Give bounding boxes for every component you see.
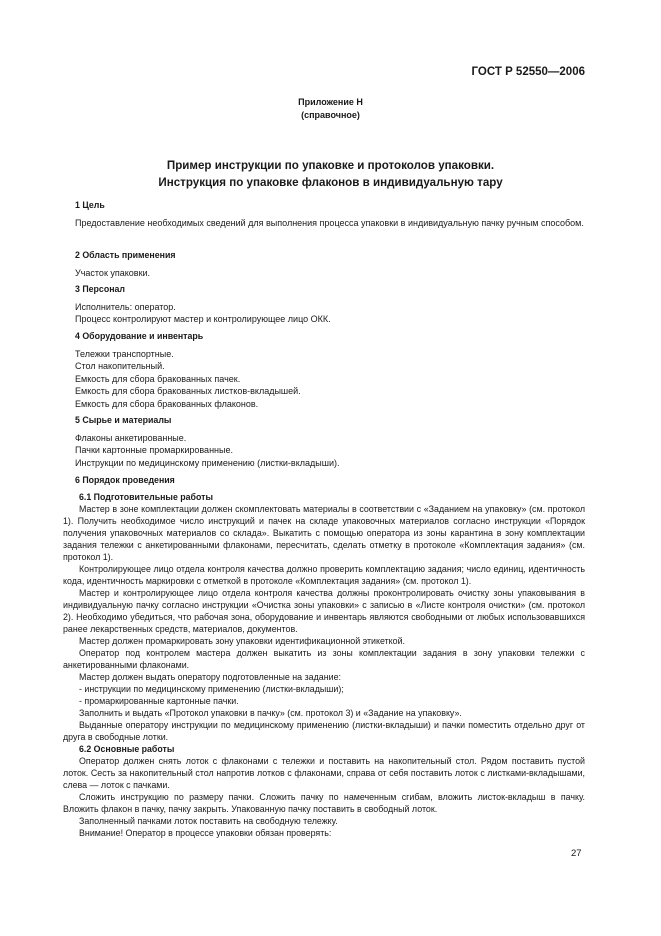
subsection-heading: 6.2 Основные работы — [79, 744, 175, 754]
title-line-1: Пример инструкции по упаковке и протоколов упаковки. — [166, 159, 495, 172]
section-3 — [63, 283, 585, 326]
paragraph: Оператор под контролем мастера должен выкатить из зоны комплектации задания в зону упаковки тележки с анкетированными флаконами. — [63, 648, 585, 670]
section-heading: 4 Оборудование и инвентарь — [75, 331, 204, 341]
standard-number: ГОСТ Р 52550—2006 — [471, 66, 585, 78]
section-heading: 1 Цель — [75, 200, 105, 210]
list-item: Емкость для сбора бракованных флаконов. — [75, 398, 259, 409]
annex-header — [0, 96, 661, 122]
paragraph: Мастер должен выдать оператору подготовленные на задание: — [79, 672, 341, 682]
page-number: 27 — [571, 848, 582, 859]
paragraph: Оператор должен снять лоток с флаконами с тележки и поставить на накопительный стол. Рядом поставить пустой лоток. Сесть за накопительный стол напротив лотков с флаконами, справа от себя поставить лоток с листками-вкладышами, слева — лоток с пачками. — [63, 756, 585, 790]
paragraph: Мастер и контролирующее лицо отдела контроля качества должны проконтролировать очистку зоны упаковывания в индивидуальную пачку согласно инструкции «Очистка зоны упаковки» с записью в «Листе контроля очистки» (см. протокол 2). Необходимо убедиться, что рабочая зона, оборудование и инвентарь являются свободными от любых использовавшихся ранее лекарственных средств, материалов, документов. — [63, 588, 585, 634]
document-title — [0, 157, 661, 191]
section-2 — [63, 249, 585, 279]
paragraph: Заполнить и выдать «Протокол упаковки в пачку» (см. протокол 3) и «Задание на упаковку». — [79, 708, 462, 718]
section-heading: 6 Порядок проведения — [75, 475, 175, 485]
section-4 — [63, 330, 585, 410]
section-heading: 5 Сырье и материалы — [75, 415, 172, 425]
title-line-2: Инструкция по упаковке флаконов в индивидуальную тару — [158, 176, 503, 189]
paragraph: Контролирующее лицо отдела контроля качества должно проверить комплектацию задания; число единиц, идентичность кода, идентичность маркировки с отметкой в протоколе «Комплектация задания» (см. протокол 1). — [63, 564, 585, 586]
paragraph: Исполнитель: оператор. — [75, 301, 176, 312]
list-item: Тележки транспортные. — [75, 348, 174, 359]
list-item: Инструкции по медицинскому применению (листки-вкладыши). — [75, 457, 340, 468]
list-item: Пачки картонные промаркированные. — [75, 445, 233, 455]
paragraph: Мастер должен промаркировать зону упаковки идентификационной этикеткой. — [79, 636, 405, 646]
section-heading: 2 Область применения — [75, 250, 176, 260]
paragraph: Процесс контролируют мастер и контролирующее лицо ОКК. — [75, 314, 331, 324]
paragraph: Выданные оператору инструкции по медицинскому применению (листки-вкладыши) и пачки поместить отдельно друг от друга в свободные лотки. — [63, 720, 585, 742]
paragraph: Предоставление необходимых сведений для выполнения процесса упаковки в индивидуальную пачку ручным способом. — [75, 217, 584, 228]
subsection-heading: 6.1 Подготовительные работы — [79, 492, 213, 502]
section-6-heading — [63, 474, 585, 487]
annex-note: (справочное) — [301, 110, 360, 120]
section-6-body — [63, 491, 585, 839]
section-5 — [63, 414, 585, 469]
paragraph: Сложить инструкцию по размеру пачки. Сложить пачку по намеченным сгибам, вложить листок-вкладыш в пачку. Вложить флакон в пачку, пачку закрыть. Упакованную пачку поставить в свободный лоток. — [63, 792, 585, 814]
paragraph: Мастер в зоне комплектации должен скомплектовать материалы в соответствии с «Заданием на упаковку» (см. протокол 1). Получить необходимое число инструкций и пачек на складе упаковочных материалов согласно инструкции «Порядок получения упаковочных материалов со склада». Выкатить с помощью оператора из зоны карантина в зону комплектации задания тележки с анкетированными флаконами, пересчитать, сделать отметку в протоколе «Комплектация задания» (см. протокол 1). — [63, 504, 585, 562]
list-item: - инструкции по медицинскому применению (листки-вкладыши); — [79, 684, 344, 694]
list-item: Флаконы анкетированные. — [75, 432, 187, 443]
list-item: Емкость для сбора бракованных пачек. — [75, 373, 241, 384]
annex-label: Приложение Н — [298, 97, 363, 107]
section-heading: 3 Персонал — [75, 284, 125, 294]
section-1 — [63, 199, 585, 229]
list-item: - промаркированные картонные пачки. — [79, 696, 239, 706]
paragraph: Внимание! Оператор в процессе упаковки обязан проверять: — [79, 828, 332, 838]
list-item: Емкость для сбора бракованных листков-вкладышей. — [75, 386, 301, 396]
paragraph: Заполненный пачками лоток поставить на свободную тележку. — [79, 816, 338, 826]
list-item: Стол накопительный. — [75, 361, 165, 371]
paragraph: Участок упаковки. — [75, 267, 151, 278]
